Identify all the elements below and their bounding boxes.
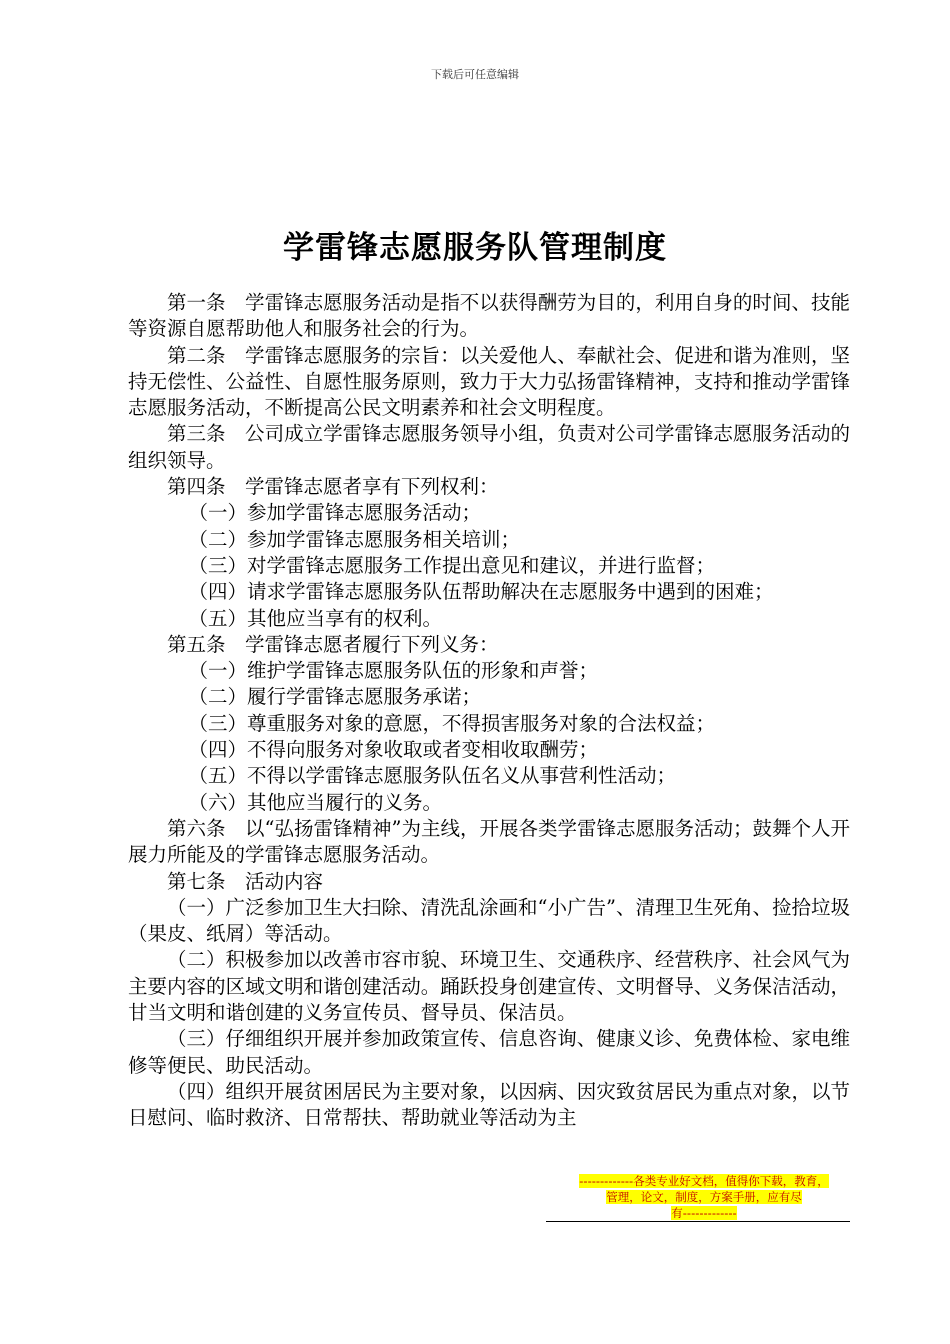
paragraph: （二）积极参加以改善市容市貌、环境卫生、交通秩序、经营秩序、社会风气为主要内容的区域文明和谐创建活动。踊跃投身创建宣传、文明督导、义务保洁活动，甘当文明和谐创建的义务宣传员、督导员、保洁员。 <box>128 948 850 1025</box>
paragraph: 第二条 学雷锋志愿服务的宗旨：以关爱他人、奉献社会、促进和谐为准则，坚持无偿性、公益性、自愿性服务原则，致力于大力弘扬雷锋精神，支持和推动学雷锋志愿服务活动，不断提高公民文明素养和社会文明程度。 <box>128 343 850 420</box>
paragraph: （五）不得以学雷锋志愿服务队伍名义从事营利性活动； <box>188 764 676 788</box>
paragraph: （五）其他应当享有的权利。 <box>188 606 442 630</box>
paragraph: （三）尊重服务对象的意愿，不得损害服务对象的合法权益； <box>188 711 715 735</box>
paragraph: （六）其他应当履行的义务。 <box>188 790 442 814</box>
paragraph: （四）组织开展贫困居民为主要对象，以因病、因灾致贫居民为重点对象，以节日慰问、临时救济、日常帮扶、帮助就业等活动为主 <box>128 1079 850 1130</box>
paragraph: （四）不得向服务对象收取或者变相收取酬劳； <box>188 738 598 762</box>
paragraph: 第六条 以“弘扬雷锋精神”为主线，开展各类学雷锋志愿服务活动；鼓舞个人开展力所能及的学雷锋志愿服务活动。 <box>128 816 850 867</box>
paragraph: （一）维护学雷锋志愿服务队伍的形象和声誉； <box>188 659 598 683</box>
paragraph: （三）仔细组织开展并参加政策宣传、信息咨询、健康义诊、免费体检、家电维修等便民、助民活动。 <box>128 1027 850 1077</box>
paragraph: 第五条 学雷锋志愿者履行下列义务： <box>167 632 499 656</box>
paragraph: 第三条 公司成立学雷锋志愿服务领导小组，负责对公司学雷锋志愿服务活动的组织领导。 <box>128 422 850 472</box>
paragraph: 第四条 学雷锋志愿者享有下列权利： <box>167 475 499 499</box>
paragraph: （二）履行学雷锋志愿服务承诺； <box>188 685 481 709</box>
footer-advert-line-1: -------------各类专业好文档，值得你下载，教育， <box>579 1174 829 1188</box>
paragraph: （三）对学雷锋志愿服务工作提出意见和建议，并进行监督； <box>188 553 715 577</box>
footer-advert-line-2: 管理，论文，制度，方案手册，应有尽 <box>606 1190 802 1204</box>
document-title: 学雷锋志愿服务队管理制度 <box>283 230 667 266</box>
paragraph: 第一条 学雷锋志愿服务活动是指不以获得酬劳为目的，利用自身的时间、技能等资源自愿帮助他人和服务社会的行为。 <box>128 291 850 341</box>
footer-divider <box>546 1221 850 1222</box>
footer-advert-line-3: 有------------- <box>671 1206 737 1220</box>
paragraph: （一）参加学雷锋志愿服务活动； <box>188 501 481 525</box>
document-body <box>128 290 850 1132</box>
paragraph: （四）请求学雷锋志愿服务队伍帮助解决在志愿服务中遇到的困难； <box>188 580 774 604</box>
paragraph: （一）广泛参加卫生大扫除、清洗乱涂画和“小广告”、清理卫生死角、捡拾垃圾（果皮、纸屑）等活动。 <box>128 895 850 946</box>
paragraph: 第七条 活动内容 <box>167 869 324 893</box>
page-header-note: 下载后可任意编辑 <box>431 68 519 81</box>
paragraph: （二）参加学雷锋志愿服务相关培训； <box>188 527 520 551</box>
footer-advert <box>548 1173 860 1221</box>
